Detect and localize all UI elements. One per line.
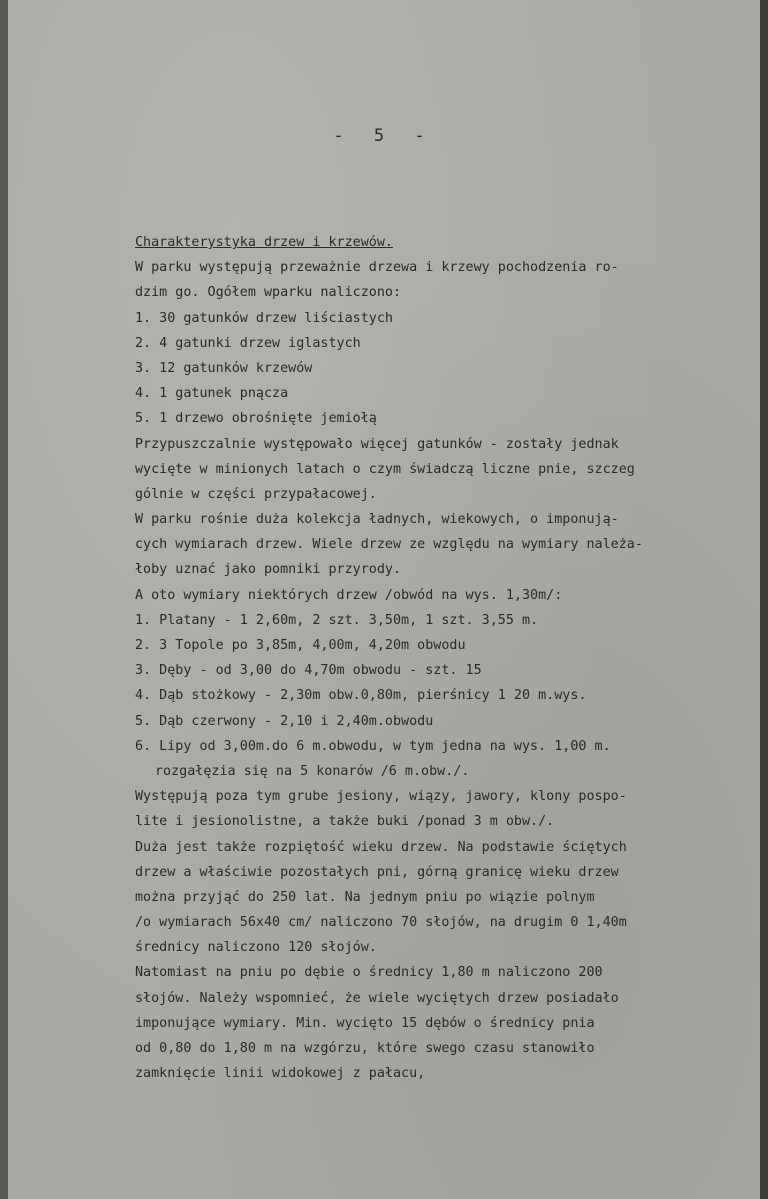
- document-body: [135, 230, 760, 1086]
- list-item: 1. 30 gatunków drzew liściastych: [135, 310, 393, 326]
- document-page: [8, 0, 760, 1199]
- text-line: Przypuszczalnie występowało więcej gatunków - zostały jednak: [135, 436, 619, 452]
- list-item: 2. 3 Topole po 3,85m, 4,00m, 4,20m obwodu: [135, 638, 466, 653]
- text-line: W parku rośnie duża kolekcja ładnych, wiekowych, o imponują-: [135, 512, 619, 528]
- list-item: 6. Lipy od 3,00m.do 6 m.obwodu, w tym jedna na wys. 1,00 m.: [135, 738, 611, 754]
- text-line: imponujące wymiary. Min. wycięto 15 dębów o średnicy pnia: [135, 1015, 595, 1031]
- text-line: W parku występują przeważnie drzewa i krzewy pochodzenia ro-: [135, 260, 619, 276]
- list-item: 1. Platany - 1 2,60m, 2 szt. 3,50m, 1 szt. 3,55 m.: [135, 612, 539, 628]
- text-line: cych wymiarach drzew. Wiele drzew ze względu na wymiary należa-: [135, 537, 643, 553]
- scan-edge: [760, 0, 768, 1199]
- list-item: 4. 1 gatunek pnącza: [135, 386, 289, 402]
- text-line: zamknięcie linii widokowej z pałacu,: [135, 1066, 426, 1082]
- list-item: 4. Dąb stożkowy - 2,30m obw.0,80m, pierśnicy 1 20 m.wys.: [135, 688, 587, 704]
- text-line: łoby uznać jako pomniki przyrody.: [135, 562, 402, 578]
- list-item-continuation: rozgałęzia się na 5 konarów /6 m.obw./.: [155, 763, 470, 779]
- text-line: od 0,80 do 1,80 m na wzgórzu, które swego czasu stanowiło: [135, 1041, 595, 1056]
- list-item: 3. 12 gatunków krzewów: [135, 360, 313, 376]
- list-item: 5. Dąb czerwony - 2,10 i 2,40m.obwodu: [135, 713, 434, 729]
- list-item: 2. 4 gatunki drzew iglastych: [135, 335, 361, 351]
- text-line: gólnie w części przypałacowej.: [135, 486, 377, 502]
- text-line: słojów. Należy wspomnieć, że wiele wyciętych drzew posiadało: [135, 990, 619, 1006]
- list-item: 3. Dęby - od 3,00 do 4,70m obwodu - szt. 15: [135, 663, 482, 679]
- text-line: Natomiast na pniu po dębie o średnicy 1,80 m naliczono 200: [135, 965, 603, 981]
- text-line: lite i jesionolistne, a także buki /ponad 3 m obw./.: [135, 814, 555, 830]
- text-line: /o wymiarach 56x40 cm/ naliczono 70 słojów, na drugim 0 1,40m: [135, 915, 627, 931]
- text-line: można przyjąć do 250 lat. Na jednym pniu po wiązie polnym: [135, 889, 595, 905]
- page-number: - 5 -: [333, 126, 435, 146]
- list-item: 5. 1 drzewo obrośnięte jemiołą: [135, 411, 377, 427]
- text-line: wycięte w minionych latach o czym świadczą liczne pnie, szczeg: [135, 461, 635, 477]
- section-heading: Charakterystyka drzew i krzewów.: [135, 235, 393, 250]
- text-line: A oto wymiary niektórych drzew /obwód na wys. 1,30m/:: [135, 587, 563, 603]
- text-line: Duża jest także rozpiętość wieku drzew. Na podstawie ściętych: [135, 839, 627, 855]
- text-line: dzim go. Ogółem wparku naliczono:: [135, 285, 402, 301]
- text-line: średnicy naliczono 120 słojów.: [135, 940, 377, 956]
- text-line: drzew a właściwie pozostałych pni, górną granicę wieku drzew: [135, 864, 619, 880]
- text-line: Występują poza tym grube jesiony, wiązy, jawory, klony pospo-: [135, 789, 627, 805]
